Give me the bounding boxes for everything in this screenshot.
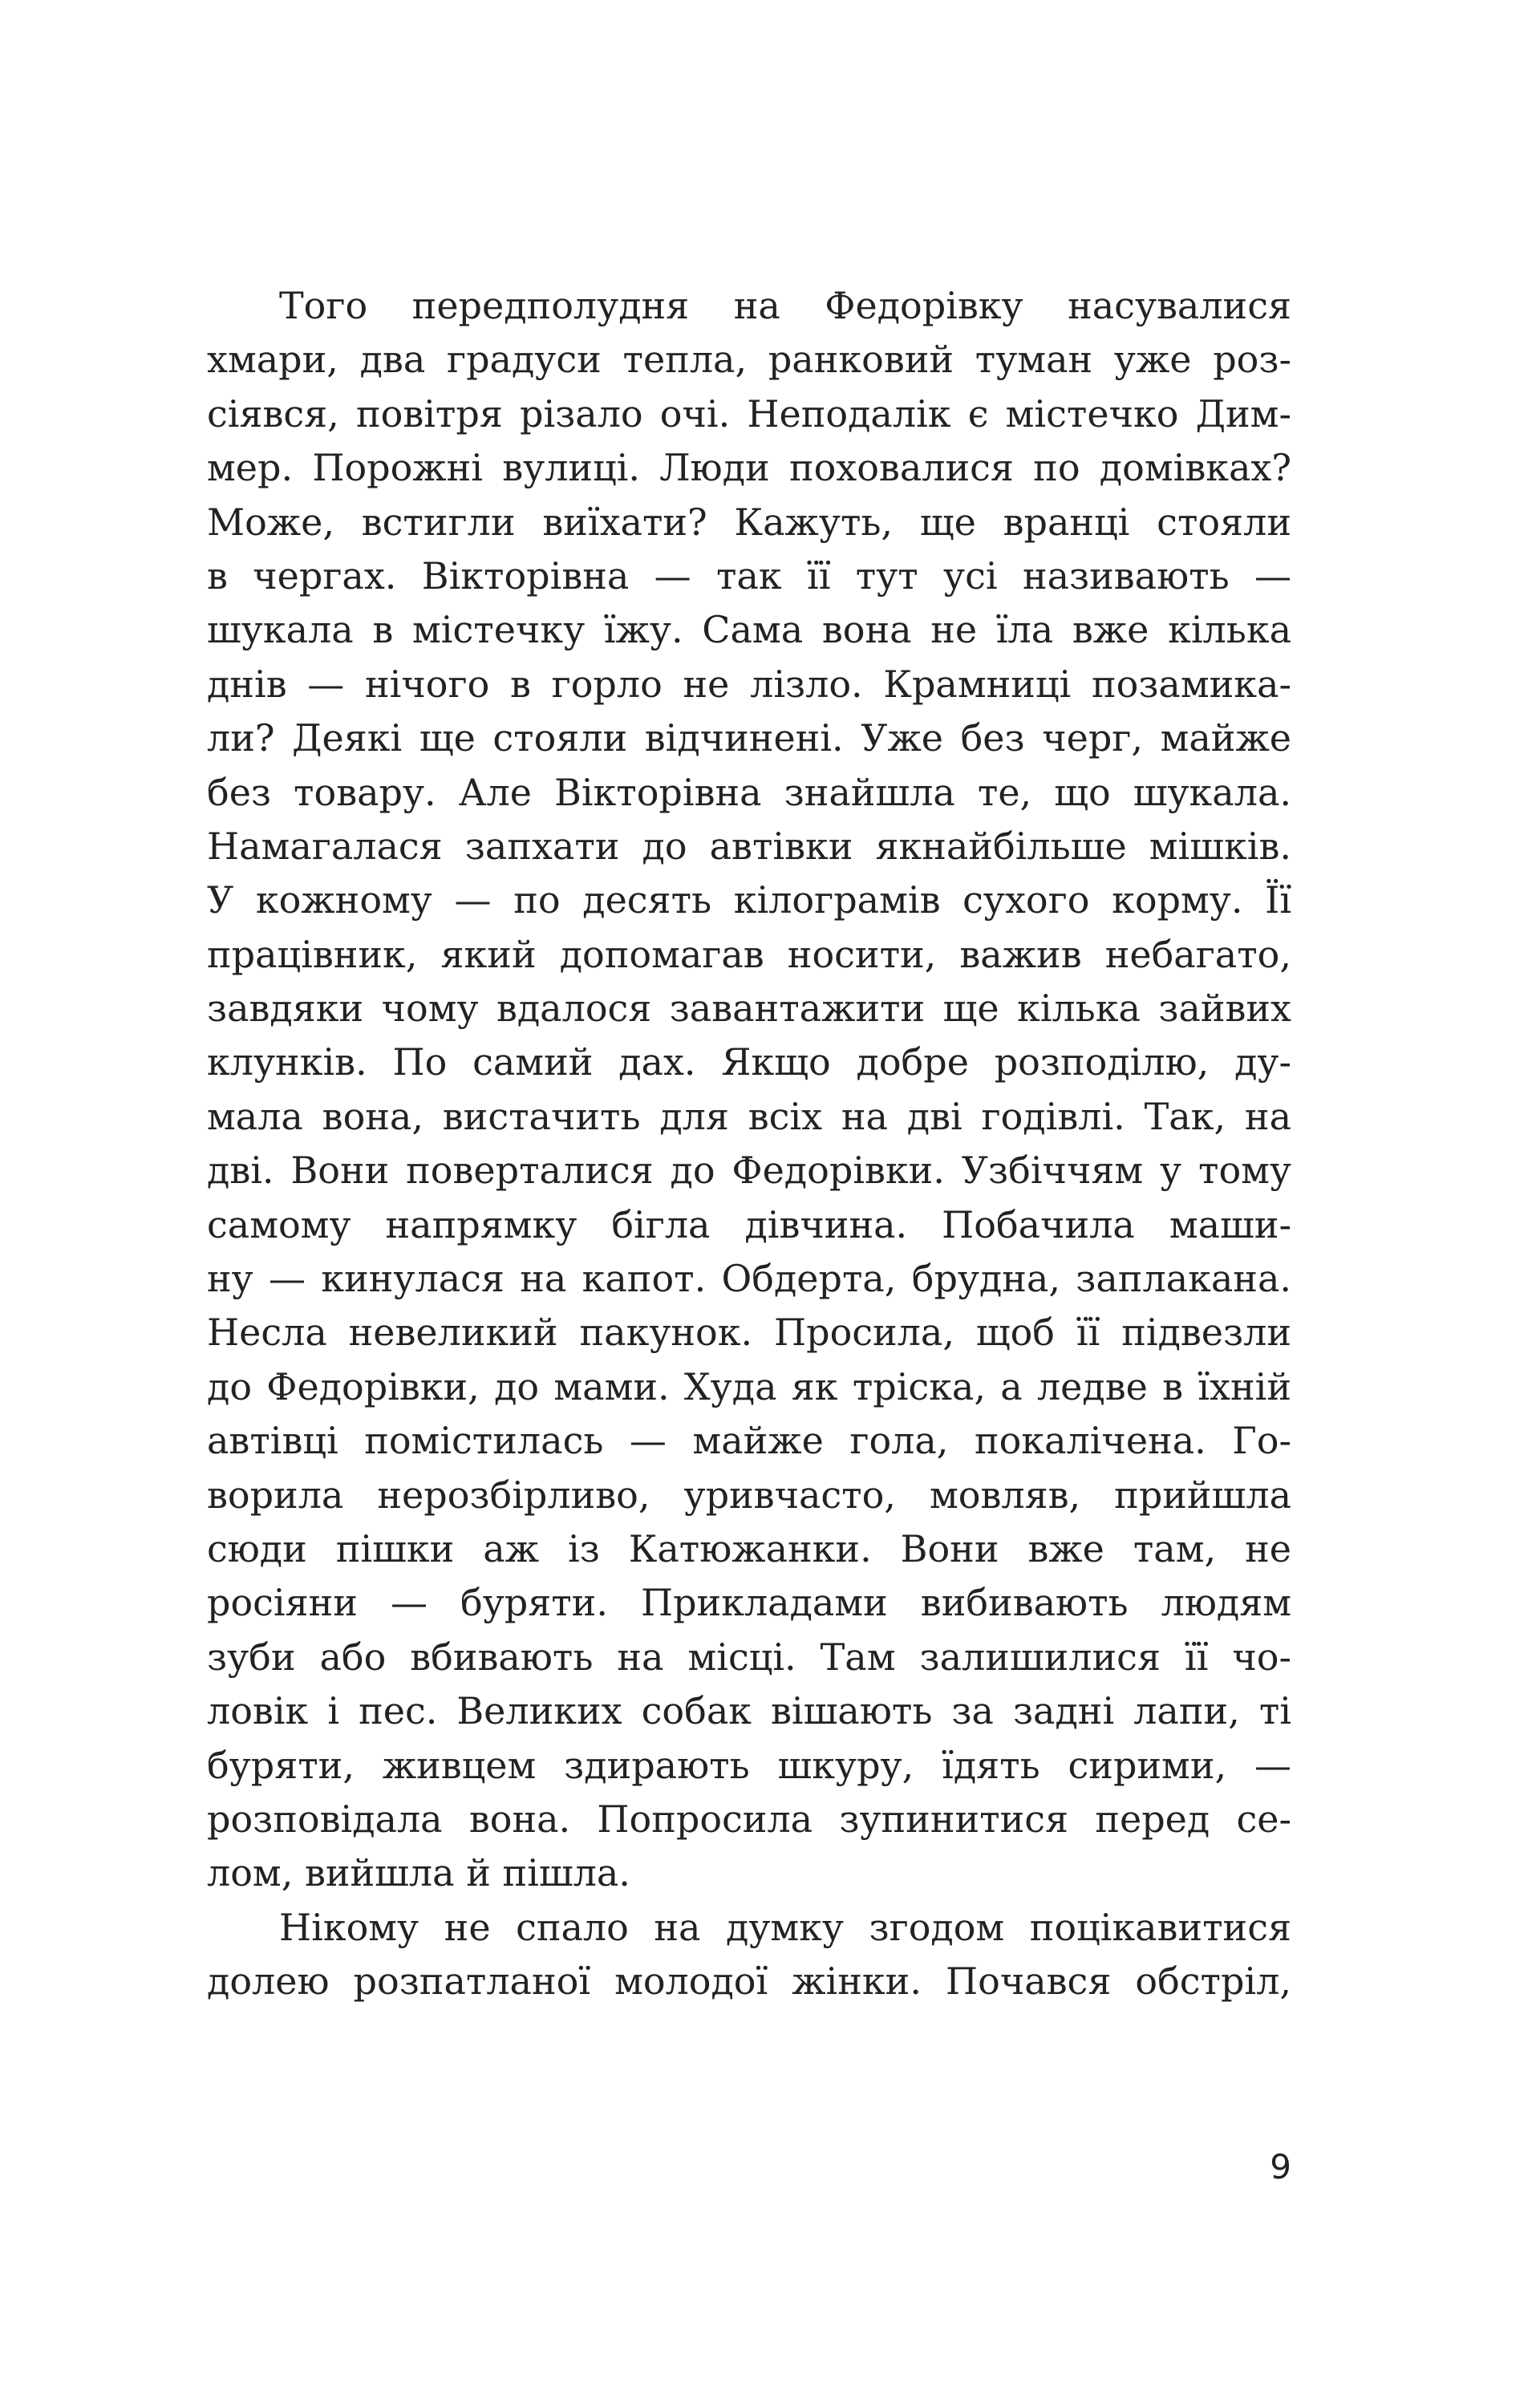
page-number: 9 bbox=[1270, 2147, 1291, 2186]
text-line: мер. Порожні вулиці. Люди поховалися по домівках? bbox=[207, 446, 1291, 490]
text-line: днів — нічого в горло не лізло. Крамниці позамика- bbox=[207, 662, 1291, 706]
text-line: Несла невеликий пакунок. Просила, щоб її підвезли bbox=[207, 1311, 1291, 1355]
text-line: Намагалася запхати до автівки якнайбільше мішків. bbox=[207, 824, 1291, 868]
text-line: ворила нерозбірливо, уривчасто, мовляв, прийшла bbox=[207, 1473, 1291, 1517]
paragraph-1 bbox=[207, 279, 1291, 1901]
text-line: завдяки чому вдалося завантажити ще кілька зайвих bbox=[207, 987, 1291, 1031]
text-line: автівці помістилась — майже гола, покалічена. Го- bbox=[207, 1419, 1291, 1463]
text-line: долею розпатланої молодої жінки. Почався обстріл, bbox=[207, 1959, 1291, 2004]
text-line: росіяни — буряти. Прикладами вибивають людям bbox=[207, 1581, 1291, 1625]
text-line: до Федорівки, до мами. Худа як тріска, а ледве в їхній bbox=[207, 1364, 1291, 1408]
text-line: ну — кинулася на капот. Обдерта, брудна, заплакана. bbox=[207, 1257, 1291, 1301]
text-line: працівник, який допомагав носити, важив небагато, bbox=[207, 932, 1291, 976]
text-line: ловік і пес. Великих собак вішають за задні лапи, ті bbox=[207, 1689, 1291, 1733]
text-line: зуби або вбивають на місці. Там залишилися її чо- bbox=[207, 1635, 1291, 1679]
text-line: хмари, два градуси тепла, ранковий туман уже роз- bbox=[207, 338, 1291, 382]
text-line: в чергах. Вікторівна — так її тут усі називають — bbox=[207, 553, 1291, 598]
body-text bbox=[207, 279, 1291, 2009]
text-line: лом, вийшла й пішла. bbox=[207, 1851, 630, 1895]
text-line: Того передполудня на Федорівку насувалися bbox=[279, 284, 1291, 327]
text-line: Може, встигли виїхати? Кажуть, ще вранці стояли bbox=[207, 500, 1291, 544]
text-line: розповідала вона. Попросила зупинитися перед се- bbox=[207, 1797, 1291, 1841]
text-line: ли? Деякі ще стояли відчинені. Уже без черг, майже bbox=[207, 716, 1291, 760]
text-line: Нікому не спало на думку згодом поцікавитися bbox=[279, 1905, 1291, 1949]
text-line: У кожному — по десять кілограмів сухого корму. Її bbox=[207, 878, 1291, 922]
text-line: самому напрямку бігла дівчина. Побачила маши- bbox=[207, 1202, 1291, 1246]
text-line: без товару. Але Вікторівна знайшла те, що шукала. bbox=[207, 770, 1291, 814]
text-line: шукала в містечку їжу. Сама вона не їла вже кілька bbox=[207, 608, 1291, 652]
text-line: буряти, живцем здирають шкуру, їдять сирими, — bbox=[207, 1743, 1291, 1787]
paragraph-2 bbox=[207, 1901, 1291, 2009]
text-line: сіявся, повітря різало очі. Неподалік є містечко Дим- bbox=[207, 391, 1291, 436]
text-line: клунків. По самий дах. Якщо добре розподілю, ду- bbox=[207, 1040, 1291, 1084]
text-line: дві. Вони поверталися до Федорівки. Узбіччям у тому bbox=[207, 1149, 1291, 1193]
text-line: сюди пішки аж із Катюжанки. Вони вже там, не bbox=[207, 1526, 1291, 1570]
text-line: мала вона, вистачить для всіх на дві годівлі. Так, на bbox=[207, 1094, 1291, 1138]
